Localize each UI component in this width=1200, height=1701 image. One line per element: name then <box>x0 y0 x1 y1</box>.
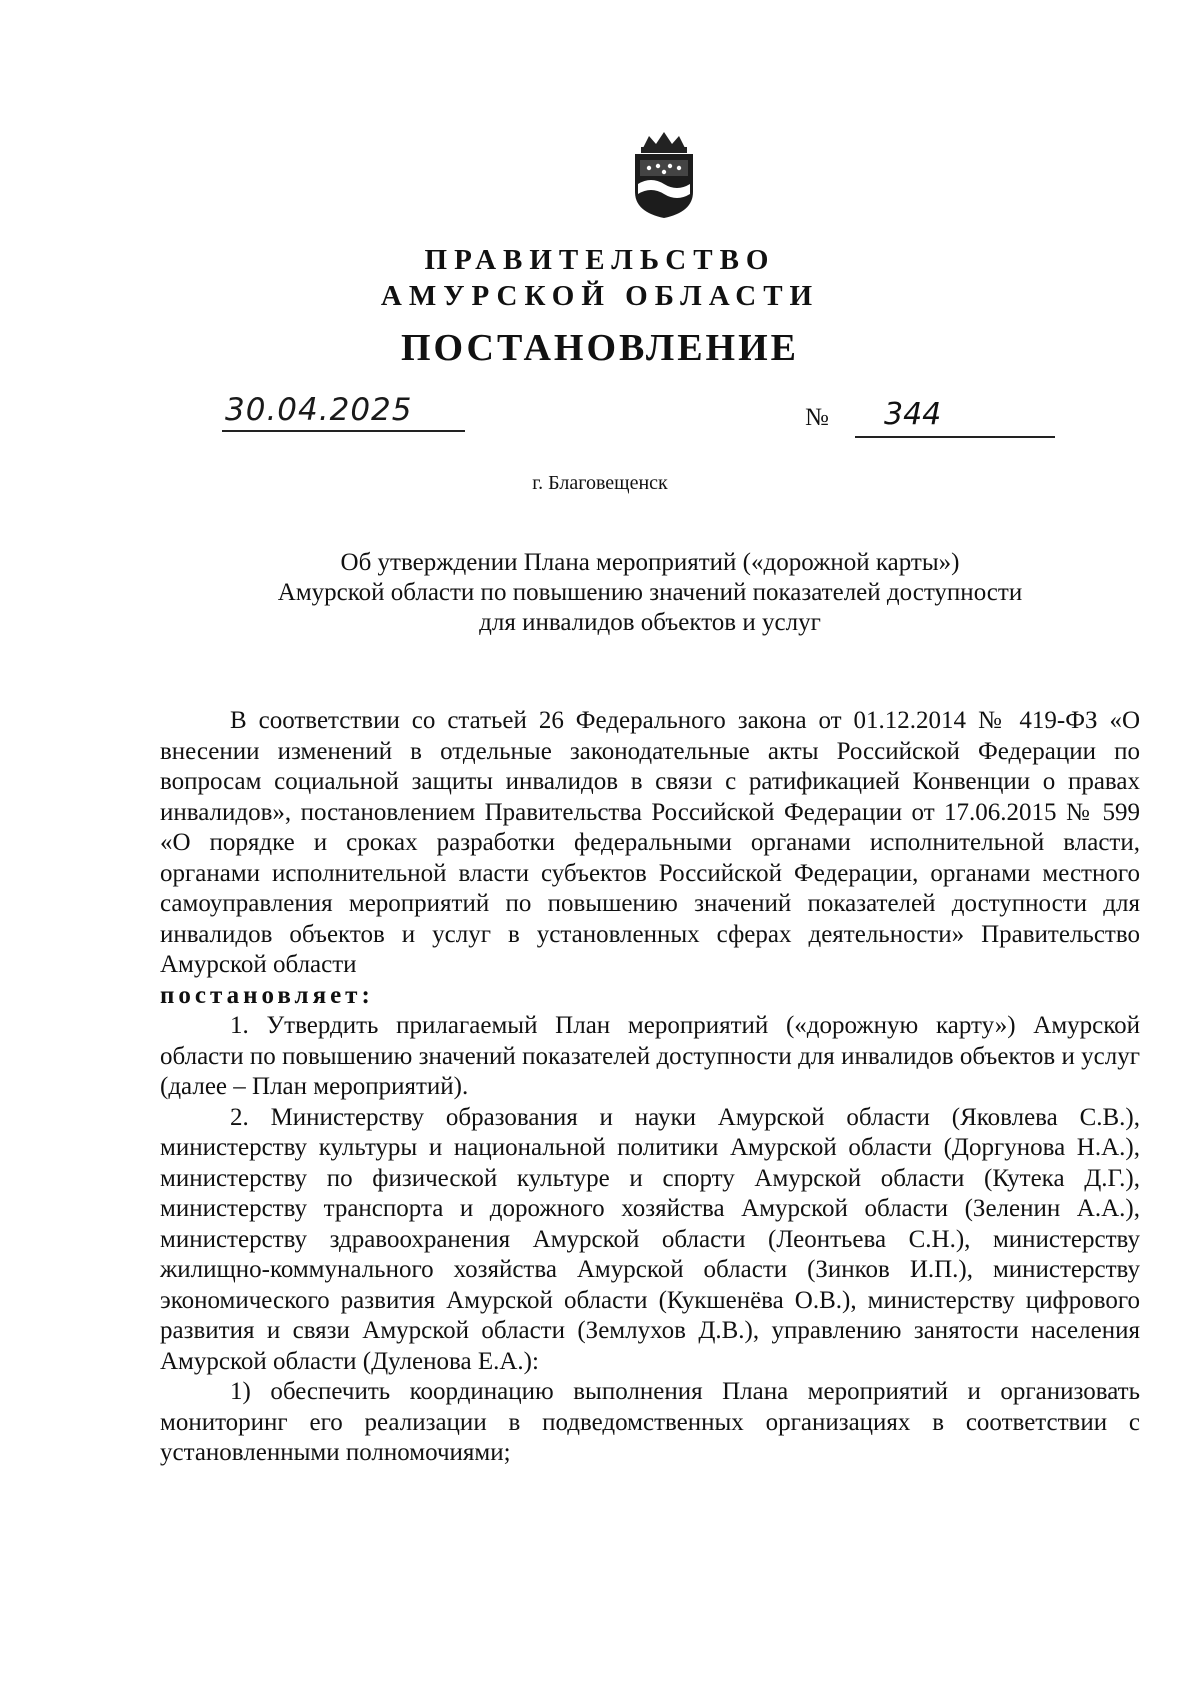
number-underline <box>855 436 1055 438</box>
document-type-title: ПОСТАНОВЛЕНИЕ <box>400 327 800 369</box>
item-1-paragraph: 1. Утвердить прилагаемый План мероприятий («дорожную карту») Амурской области по повышению значений показателей доступности для инвалидов объектов и услуг (далее – План мероприятий). <box>160 1012 1140 1100</box>
decree-subject <box>200 548 1100 638</box>
decides-word: постановляет: <box>160 981 374 1009</box>
date-underline <box>222 430 465 432</box>
number-label: № <box>805 404 829 431</box>
item-2-1-paragraph: 1) обеспечить координацию выполнения Плана мероприятий и организовать мониторинг его реализации в подведомственных организациях в соответствии с установленными полномочиями; <box>160 1378 1140 1466</box>
city-name: г. Благовещенск <box>532 472 668 494</box>
subject-line: для инвалидов объектов и услуг <box>479 609 821 636</box>
government-name-line1: ПРАВИТЕЛЬСТВО <box>424 244 776 276</box>
item-2-paragraph: 2. Министерству образования и науки Амурской области (Яковлева С.В.), министерству культуры и национальной политики Амурской области (Доргунова Н.А.), министерству по физической культуре и спорту Амурской области (Кутека Д.Г.), министерству транспорта и дорожного хозяйства Амурской области (Зеленин А.А.), министерству здравоохранения Амурской области (Леонтьева С.Н.), министерству жилищно-коммунального хозяйства Амурской области (Зинков И.П.), министерству экономического развития Амурской области (Кукшенёва О.В.), министерству цифрового развития и связи Амурской области (Землухов Д.В.), управлению занятости населения Амурской области (Дуленова Е.А.): <box>160 1103 1140 1375</box>
handwritten-number: 344 <box>884 397 942 432</box>
government-name-line2: АМУРСКОЙ ОБЛАСТИ <box>380 280 820 312</box>
preamble-paragraph: В соответствии со статьей 26 Федерального закона от 01.12.2014 № 419-ФЗ «О внесении изменений в отдельные законодательные акты Российской Федерации по вопросам социальной защиты инвалидов в связи с ратификацией Конвенции о правах инвалидов», постановлением Правительства Российской Федерации от 17.06.2015 № 599 «О порядке и сроках разработки федеральными органами исполнительной власти, органами исполнительной власти субъектов Российской Федерации, органами местного самоуправления мероприятий по повышению значений показателей доступности для инвалидов объектов и услуг в установленных сферах деятельности» Правительство Амурской области <box>160 707 1140 978</box>
amur-region-coat-of-arms-icon <box>629 130 699 220</box>
subject-line: Об утверждении Плана мероприятий («дорожной карты») <box>340 549 960 576</box>
decree-body <box>160 706 1140 1469</box>
handwritten-date: 30.04.2025 <box>225 392 413 428</box>
subject-line: Амурской области по повышению значений показателей доступности <box>277 579 1023 606</box>
